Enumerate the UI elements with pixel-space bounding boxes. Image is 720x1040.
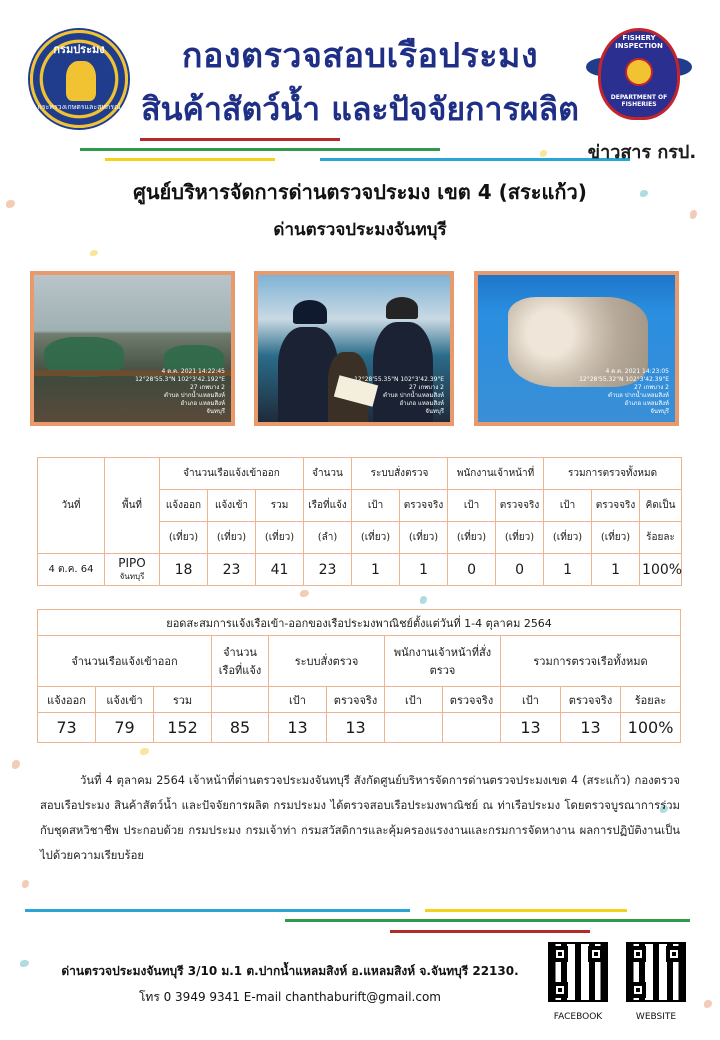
confetti-dot [704, 1000, 712, 1008]
area-sub: จันทบุรี [119, 572, 145, 581]
confetti-dot [540, 150, 547, 157]
officer-cap [386, 297, 418, 319]
header-area: พื้นที่ [105, 458, 160, 554]
header-sum: รวม [256, 490, 304, 522]
facebook-label: FACEBOOK [553, 1012, 603, 1022]
header-sys-target: เป้า [269, 687, 327, 713]
header-out: แจ้งออก [38, 687, 96, 713]
cell-total-target: 13 [501, 713, 561, 743]
confetti-dot [300, 590, 309, 597]
header-total-actual: ตรวจจริง [592, 490, 640, 522]
inspection-photo [254, 271, 454, 426]
cell-percent: 100% [640, 554, 682, 586]
cell-sys-target: 1 [352, 554, 400, 586]
confetti-dot [20, 960, 29, 967]
facebook-qr-code[interactable] [548, 942, 608, 1002]
badge-bottom-text: DEPARTMENT OF FISHERIES [610, 94, 668, 108]
divider-line [25, 909, 410, 912]
qr-finder [630, 982, 646, 998]
footer-contact: โทร 0 3949 9341 E-mail chanthaburift@gmail.com [138, 990, 441, 1004]
header-total-target: เป้า [501, 687, 561, 713]
divider-line [105, 158, 275, 161]
qr-finder [630, 946, 646, 962]
photo-stamp [354, 376, 444, 416]
boat-deck-photo [30, 271, 235, 426]
unit-trip: (เที่ยว) [544, 522, 592, 554]
seal-text: กรมประมง [53, 43, 105, 56]
officer-cap [293, 300, 327, 324]
cell-out: 73 [38, 713, 96, 743]
stamp-line: 27 เกพบาง 2 [408, 384, 444, 391]
header-percent-label: คิดเป็น [640, 490, 682, 522]
cumulative-inspection-table [37, 609, 681, 743]
news-label: ข่าวสาร กรป. [587, 142, 697, 163]
seal-subtext: กระทรวงเกษตรและสหกรณ์ [37, 103, 121, 111]
stamp-line: จันทบุรี [650, 408, 669, 415]
qr-finder [666, 946, 682, 962]
area-code: PIPO [118, 556, 146, 570]
stamp-line: 27 เกพบาง 2 [189, 384, 225, 391]
divider-line [390, 930, 590, 933]
website-label: WEBSITE [635, 1012, 677, 1022]
header-date: วันที่ [38, 458, 105, 554]
confetti-dot [140, 748, 149, 755]
unit-trip: (เที่ยว) [208, 522, 256, 554]
header-staff-actual: ตรวจจริง [443, 687, 501, 713]
cell-percent: 100% [621, 713, 681, 743]
qr-finder [552, 946, 568, 962]
table-caption: ยอดสะสมการแจ้งเรือเข้า-ออกของเรือประมงพาณิชย์ตั้งแต่วันที่ 1-4 ตุลาคม 2564 [38, 610, 681, 636]
center-name: ศูนย์บริหารจัดการด่านตรวจประมง เขต 4 (สระแก้ว) [133, 180, 587, 204]
qr-finder [588, 946, 604, 962]
header-total-actual: ตรวจจริง [561, 687, 621, 713]
header-boats-line2: เรือที่แจ้ง [218, 664, 262, 677]
stamp-line: อำเภอ แหลมสิงห์ [180, 400, 225, 407]
header-staff-target: เป้า [385, 687, 443, 713]
header-total-group: รวมการตรวจเรือทั้งหมด [501, 636, 681, 687]
cell-in: 79 [96, 713, 154, 743]
divider-line [285, 919, 690, 922]
unit-trip: (เที่ยว) [256, 522, 304, 554]
emblem-icon [625, 58, 653, 86]
unit-trip: (เที่ยว) [400, 522, 448, 554]
cell-staff-target [385, 713, 443, 743]
header-in: แจ้งเข้า [96, 687, 154, 713]
checkpoint-name: ด่านตรวจประมงจันทบุรี [273, 220, 447, 240]
cell-staff-actual: 0 [496, 554, 544, 586]
stamp-line: 12°28'55.35"N 102°3'42.39"E [354, 376, 444, 383]
cell-date: 4 ต.ค. 64 [38, 554, 105, 586]
cell-sys-actual: 13 [327, 713, 385, 743]
header-notify-group: จำนวนเรือแจ้งเข้าออก [160, 458, 304, 490]
header-boats-notified: เรือที่แจ้ง [304, 490, 352, 522]
badge-top-text: FISHERY INSPECTION [615, 34, 663, 50]
header-boats-line1: จำนวน [223, 646, 257, 659]
confetti-dot [12, 760, 20, 769]
emblem-icon [66, 61, 96, 101]
title-line-1: กองตรวจสอบเรือประมง [181, 36, 539, 76]
cell-sum: 41 [256, 554, 304, 586]
divider-line [80, 148, 440, 151]
cell-total-actual: 13 [561, 713, 621, 743]
divider-line [140, 138, 340, 141]
catch-photo [474, 271, 679, 426]
table-row [38, 554, 682, 586]
cell-staff-actual [443, 713, 501, 743]
stamp-line: จันทบุรี [425, 408, 444, 415]
cell-sys-actual: 1 [400, 554, 448, 586]
header-total-group: รวมการตรวจทั้งหมด [544, 458, 682, 490]
report-paragraph: วันที่ 4 ตุลาคม 2564 เจ้าหน้าที่ด่านตรวจประมงจันทบุรี สังกัดศูนย์บริหารจัดการด่านตรวจประมงเขต 4 (สระแก้ว) กองตรวจสอบเรือประมง สินค้าสัตว์น้ำ และปัจจัยการผลิต กรมประมง ได้ตรวจสอบเรือประมงพาณิชย์ ณ ท่าเรือประมง โดยตรวจบูรณาการร่วมกับชุดสหวิชาชีพ ประกอบด้วย กรมประมง กรมเจ้าท่า กรมสวัสดิการและคุ้มครองแรงงานและกรมการจัดหางาน ผลการปฏิบัติงานเป็นไปด้วยความเรียบร้อย [40, 774, 680, 862]
stamp-line: ตำบล ปากน้ำแหลมสิงห์ [383, 392, 444, 399]
fishery-inspection-badge-logo [586, 28, 692, 128]
cell-out: 18 [160, 554, 208, 586]
header-in: แจ้งเข้า [208, 490, 256, 522]
header-sys-actual: ตรวจจริง [400, 490, 448, 522]
header-boats-group [212, 636, 269, 687]
header-system-group: ระบบสั่งตรวจ [269, 636, 385, 687]
header-staff-group: พนักงานเจ้าหน้าที่ [448, 458, 544, 490]
header-boats-group: จำนวน [304, 458, 352, 490]
table-row [38, 713, 681, 743]
unit-boat: (ลำ) [304, 522, 352, 554]
stamp-line: อำเภอ แหลมสิงห์ [399, 400, 444, 407]
confetti-dot [690, 210, 697, 219]
header-staff-group: พนักงานเจ้าหน้าที่สั่งตรวจ [385, 636, 501, 687]
stamp-line: 4 ต.ค. 2021 14:22:45 [161, 368, 225, 375]
website-qr-code[interactable] [626, 942, 686, 1002]
photo-stamp [579, 368, 669, 416]
department-seal-logo [30, 30, 128, 128]
header-system-group: ระบบสั่งตรวจ [352, 458, 448, 490]
footer-address: ด่านตรวจประมงจันทบุรี 3/10 ม.1 ต.ปากน้ำแหลมสิงห์ อ.แหลมสิงห์ จ.จันทบุรี 22130. [61, 964, 519, 978]
cell-area [105, 554, 160, 586]
confetti-dot [420, 596, 427, 604]
stamp-line: อำเภอ แหลมสิงห์ [624, 400, 669, 407]
header-sum: รวม [154, 687, 212, 713]
cell-total-target: 1 [544, 554, 592, 586]
cell-sum: 152 [154, 713, 212, 743]
header-staff-target: เป้า [448, 490, 496, 522]
cell-boats: 85 [212, 713, 269, 743]
photo-stamp [135, 368, 225, 416]
header-sys-actual: ตรวจจริง [327, 687, 385, 713]
unit-trip: (เที่ยว) [448, 522, 496, 554]
unit-trip: (เที่ยว) [352, 522, 400, 554]
header-staff-actual: ตรวจจริง [496, 490, 544, 522]
stamp-line: จันทบุรี [206, 408, 225, 415]
cell-boats: 23 [304, 554, 352, 586]
unit-trip: (เที่ยว) [160, 522, 208, 554]
cell-staff-target: 0 [448, 554, 496, 586]
stamp-line: 4 ต.ค. 2021 14:23:05 [605, 368, 669, 375]
confetti-dot [6, 200, 15, 208]
header-boats-blank [212, 687, 269, 713]
stamp-line: ตำบล ปากน้ำแหลมสิงห์ [164, 392, 225, 399]
confetti-dot [90, 250, 98, 256]
daily-inspection-table [37, 457, 682, 586]
stamp-line: 12°28'55.3"N 102°3'42.192"E [135, 376, 225, 383]
header-sys-target: เป้า [352, 490, 400, 522]
header-notify-group: จำนวนเรือแจ้งเข้าออก [38, 636, 212, 687]
cell-in: 23 [208, 554, 256, 586]
divider-line [425, 909, 627, 912]
confetti-dot [22, 880, 29, 888]
title-line-2: สินค้าสัตว์น้ำ และปัจจัยการผลิต [141, 90, 579, 128]
header-out: แจ้งออก [160, 490, 208, 522]
stamp-line: ตำบล ปากน้ำแหลมสิงห์ [608, 392, 669, 399]
header-percent: ร้อยละ [621, 687, 681, 713]
qr-finder [552, 982, 568, 998]
cell-sys-target: 13 [269, 713, 327, 743]
cell-total-actual: 1 [592, 554, 640, 586]
stamp-line: 12°28'55.32"N 102°3'42.39"E [579, 376, 669, 383]
unit-percent: ร้อยละ [640, 522, 682, 554]
header-total-target: เป้า [544, 490, 592, 522]
stamp-line: 27 เกพบาง 2 [633, 384, 669, 391]
unit-trip: (เที่ยว) [496, 522, 544, 554]
unit-trip: (เที่ยว) [592, 522, 640, 554]
